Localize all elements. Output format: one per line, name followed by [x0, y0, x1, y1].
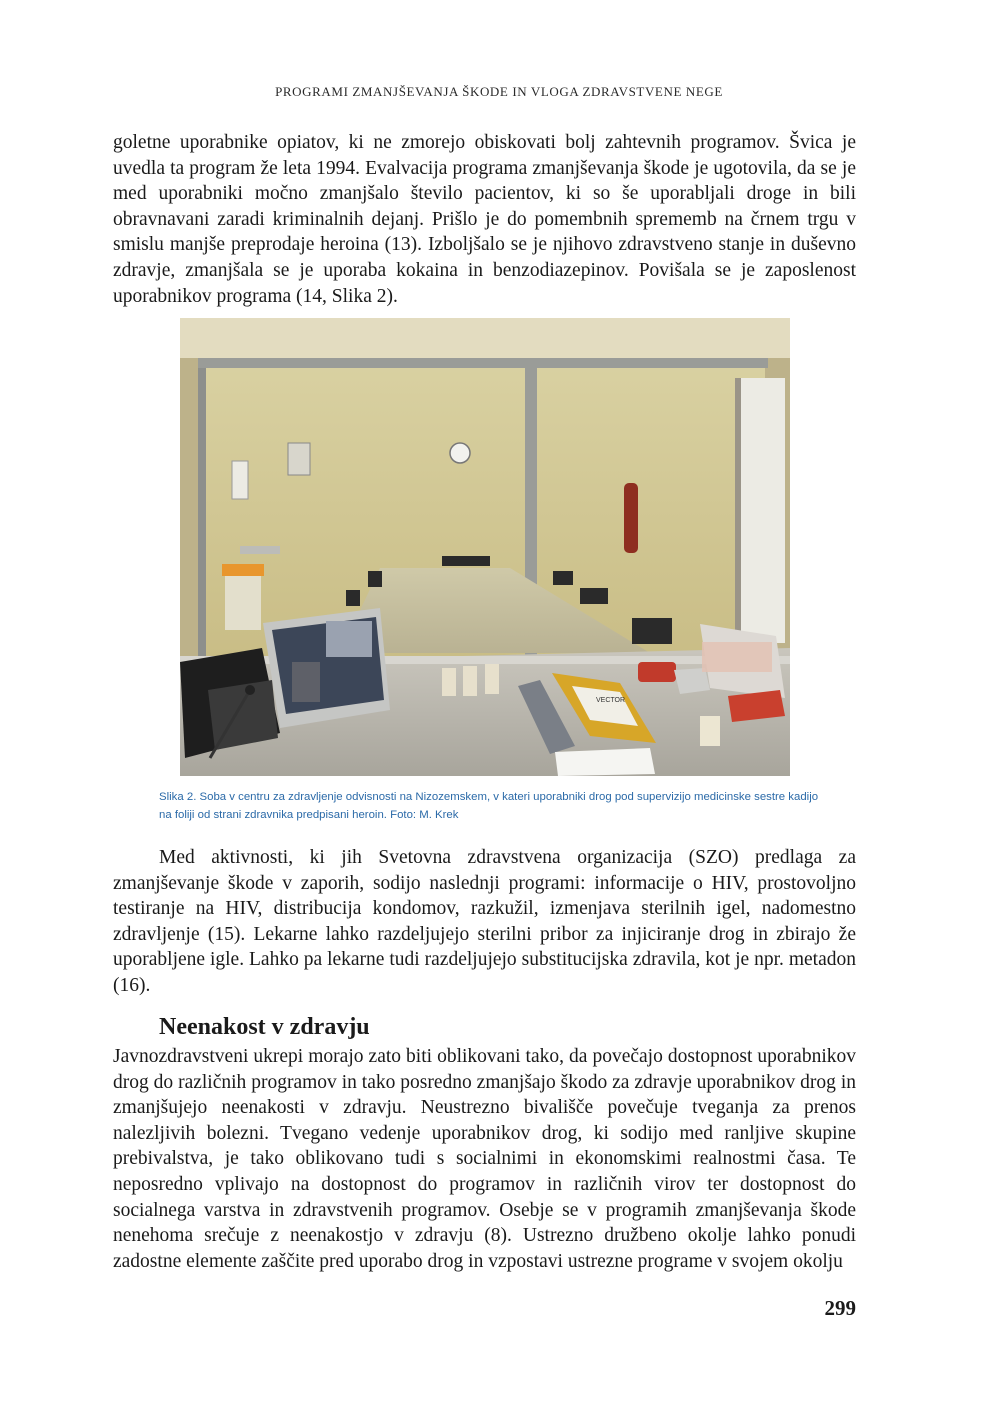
- figure-photo: [180, 318, 790, 776]
- paragraph-1: goletne uporabnike opiatov, ki ne zmorejo obiskovati bolj zahtevnih programov. Švica je uvedla ta program že leta 1994. Evalvacija programa zmanjševanja škode je ugotovila, da se je med uporabniki močno zmanjšalo število pacientov, ki so še uporabljali droge in bili obravnavani zaradi kriminalnih dejanj. Prišlo je do pomembnih sprememb na črnem trgu v smislu manjše preprodaje heroina (13). Izboljšalo se je njihovo zdravstveno stanje in duševno zdravje, zmanjšala se je uporaba kokaina in benzodiazepinov. Povišala se je zaposlenost uporabnikov programa (14, Slika 2).: [113, 132, 856, 307]
- paragraph-3: Javnozdravstveni ukrepi morajo zato biti oblikovani tako, da povečajo dostopnost uporabnikov drog do različnih programov in tako posredno zmanjšajo škodo za zdravje uporabnikov drog in zmanjšujejo neenakosti v zdravju. Neustrezno bivališče povečuje tveganja za prenos nalezljivih bolezni. Tvegano vedenje uporabnikov drog, ki sodijo med ranljive skupine prebivalstva, je tako oblikovano tudi s socialnimi in ekonomskimi realnostmi časa. Te neposredno vplivajo na dostopnost do programov in različnih virov ter dostopnost do socialnega varstva in zdravstvenih programov. Osebje se v programih zmanjševanja škode nenehoma srečuje z neenakostjo v zdravju (8). Ustrezno družbeno okolje lahko ponudi zadostne elemente zaščite pred uporabo drog in vzpostavi ustrezne programe v svojem okolju: [113, 1046, 856, 1272]
- paragraph-2: Med aktivnosti, ki jih Svetovna zdravstvena organizacija (SZO) predlaga za zmanjševanje škode v zaporih, sodijo naslednji programi: informacije o HIV, prostovoljno testiranje na HIV, distribucija kondomov, razkužil, izmenjava sterilnih igel, nadomestno zdravljenje (15). Lekarne lahko razdeljujejo sterilni pribor za injiciranje drog in zbirajo že uporabljene igle. Lahko pa lekarne tudi razdeljujejo substitucijska zdravila, kot je npr. metadon (16).: [113, 847, 856, 996]
- page-number: 299: [824, 1296, 856, 1320]
- section-heading: Neenakost v zdravju: [159, 1014, 370, 1040]
- figure-caption: Slika 2. Soba v centru za zdravljenje odvisnosti na Nizozemskem, v kateri uporabniki drog pod supervizijo medicinske sestre kadijo na foliji od strani zdravnika predpisani heroin. Foto: M. Krek: [159, 791, 819, 821]
- running-head: PROGRAMI ZMANJŠEVANJA ŠKODE IN VLOGA ZDRAVSTVENE NEGE: [275, 84, 723, 99]
- box-label: VECTOR: [596, 697, 626, 704]
